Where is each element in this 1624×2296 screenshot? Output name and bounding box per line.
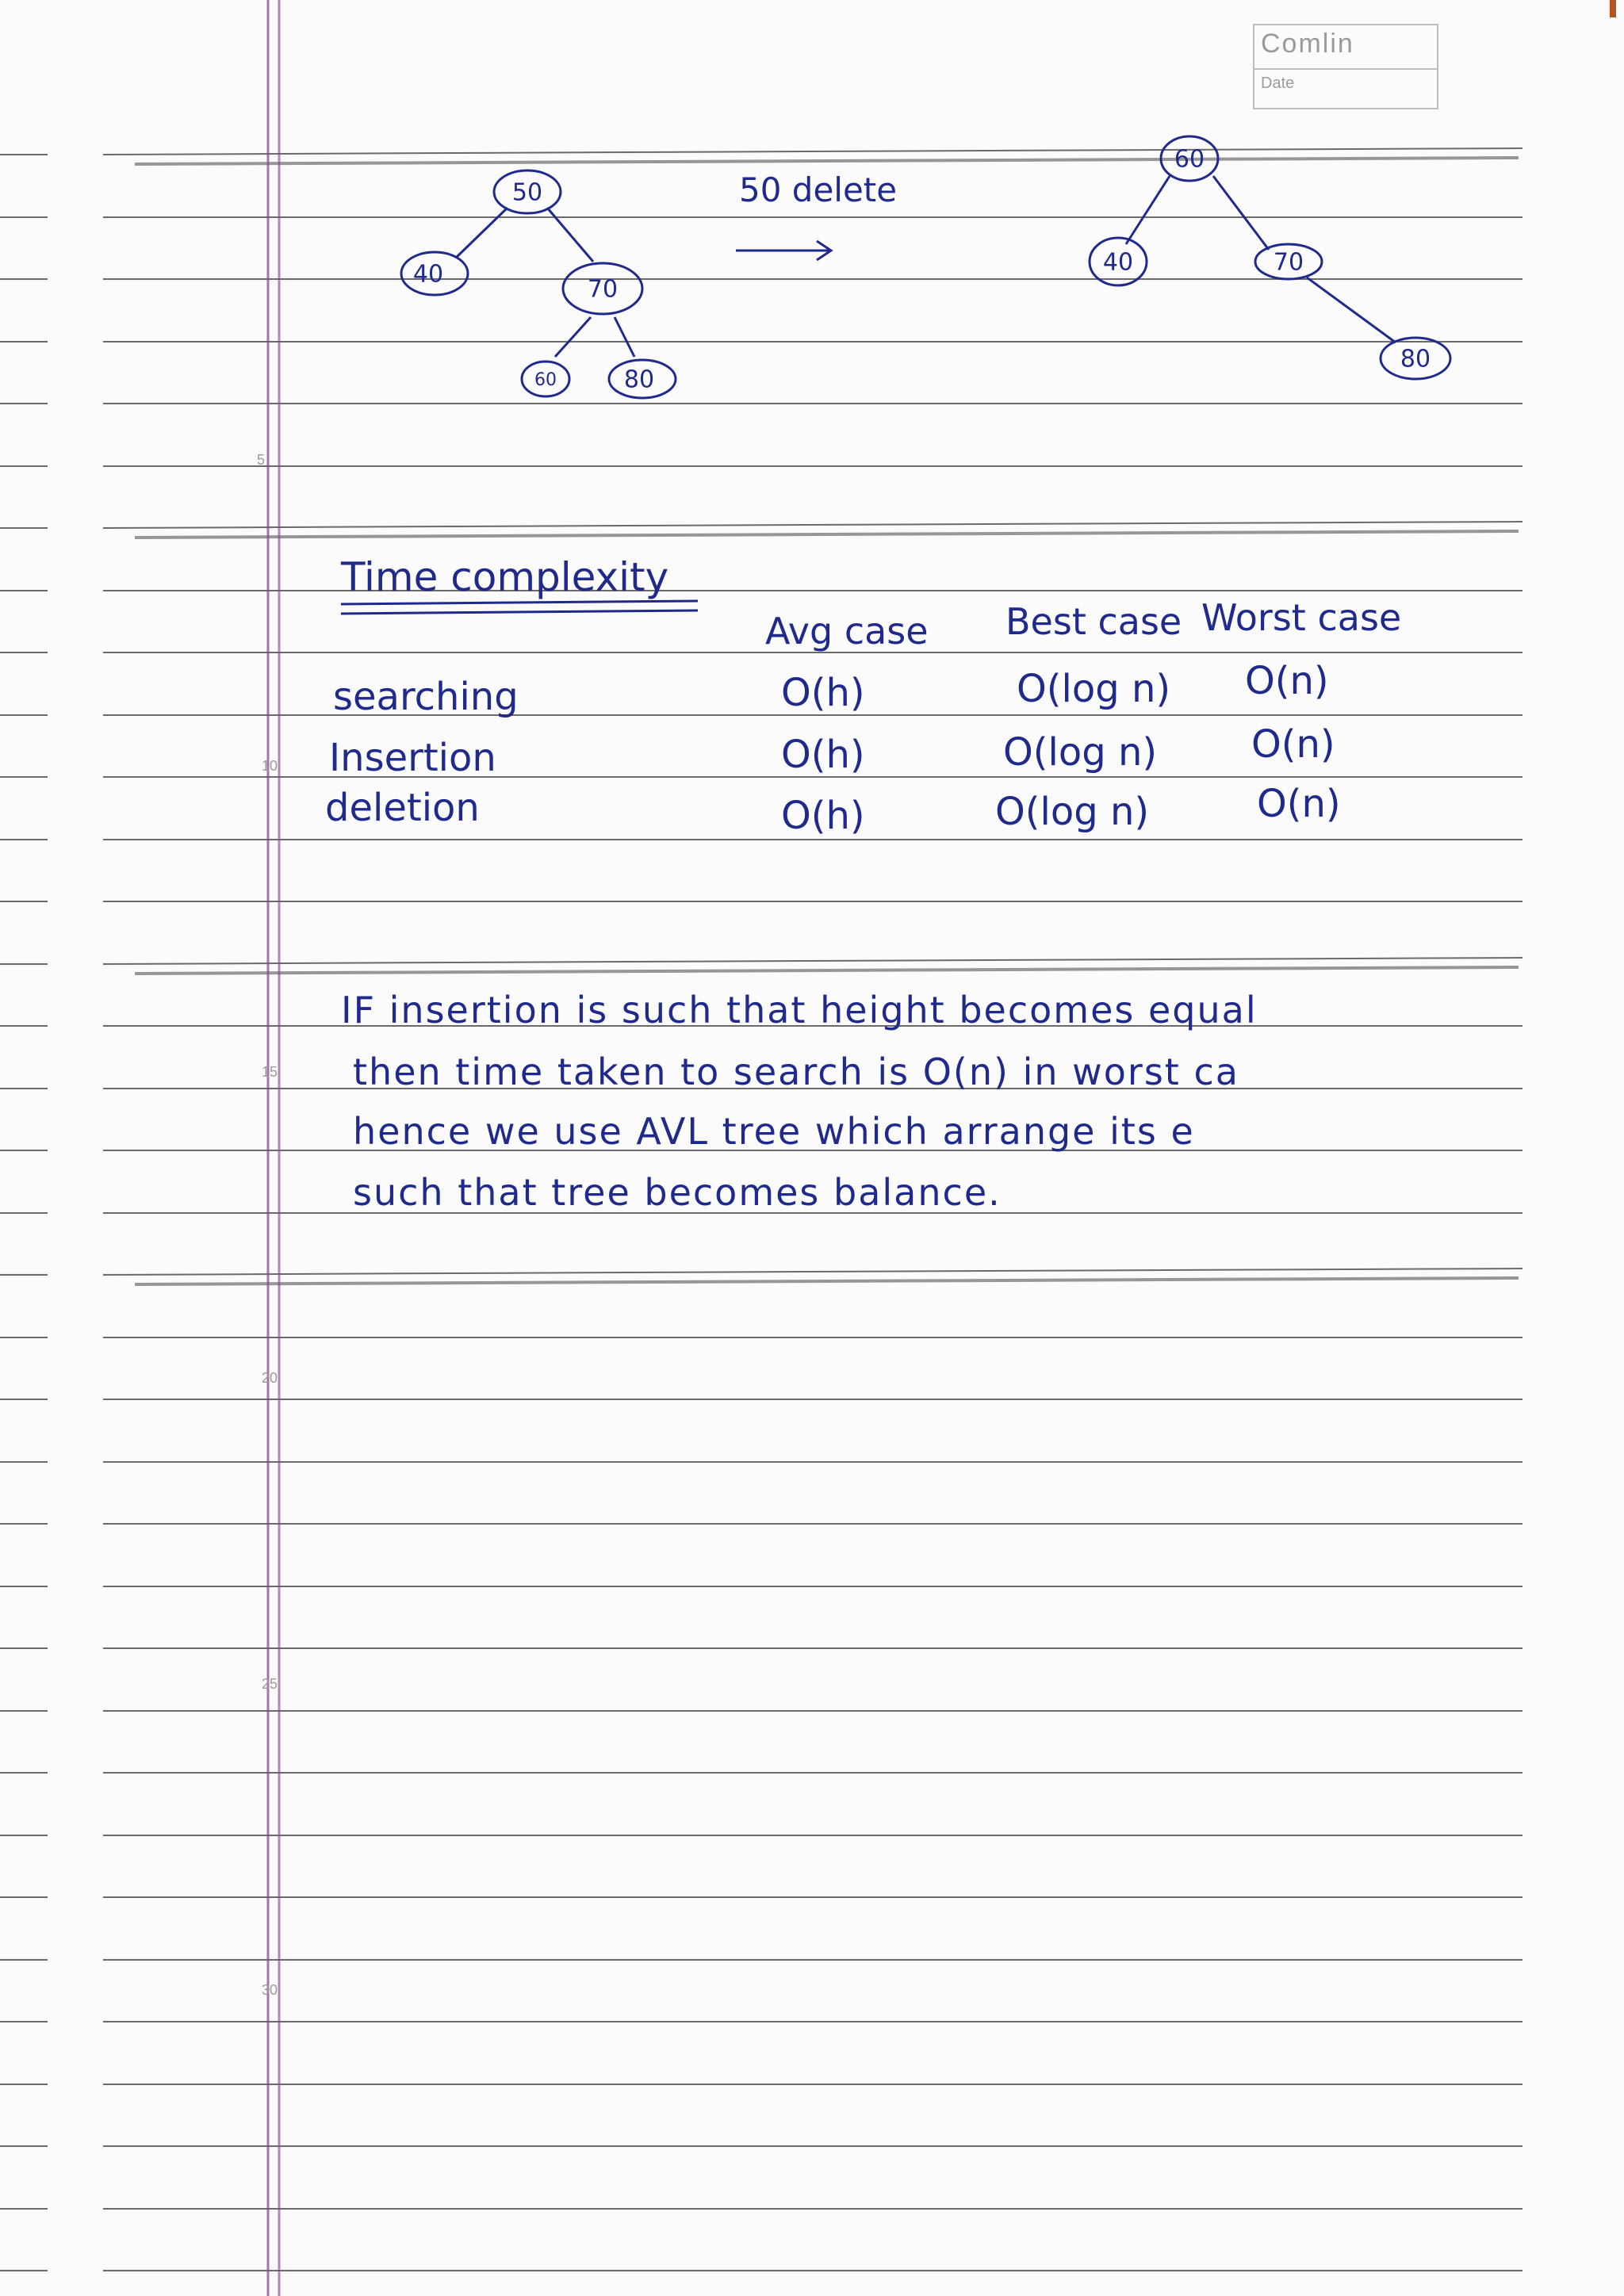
cell-worst: O(n) (1251, 722, 1335, 767)
node-label: 70 (1273, 248, 1304, 277)
column-header: Avg case (765, 610, 929, 652)
note-line: such that tree becomes balance. (353, 1171, 1002, 1214)
bst-after (1090, 136, 1450, 379)
note-line: then time taken to search is O(n) in worst ca (353, 1050, 1239, 1093)
bst-before (401, 170, 676, 398)
margin-number: 25 (261, 1676, 278, 1692)
delete-operation (736, 170, 897, 260)
node-label: 40 (1102, 248, 1134, 277)
node-label: 50 (511, 178, 543, 207)
margin-number: 15 (261, 1064, 278, 1080)
tree-edge (1213, 176, 1269, 250)
cell-avg: O(h) (781, 733, 865, 777)
row-operation: deletion (325, 786, 480, 830)
margin-number: 10 (261, 758, 278, 774)
column-header: Worst case (1201, 596, 1402, 639)
margin-number: 5 (256, 452, 265, 468)
node-label: 80 (623, 365, 655, 394)
tree-edge (547, 208, 593, 262)
cell-best: O(log n) (1017, 667, 1171, 711)
tree-edge (615, 317, 634, 357)
title-underline (341, 601, 698, 604)
margin-number: 20 (261, 1370, 278, 1386)
node-label: 70 (587, 275, 619, 304)
tree-edge (456, 208, 508, 258)
cell-best: O(log n) (995, 790, 1150, 834)
margin-number: 30 (261, 1982, 278, 1998)
avl-note (341, 989, 1258, 1214)
brand-name: Comlin (1261, 29, 1354, 59)
complexity-section (325, 554, 1401, 838)
node-label: 80 (1400, 345, 1431, 373)
tree-edge (555, 317, 591, 357)
node-label: 40 (412, 260, 444, 289)
date-label: Date (1261, 75, 1295, 92)
cell-avg: O(h) (781, 671, 865, 715)
note-line: IF insertion is such that height becomes equal (341, 989, 1258, 1031)
operation-label: 50 delete (739, 170, 898, 209)
title-underline (341, 610, 698, 614)
node-label: 60 (534, 370, 557, 390)
column-header: Best case (1005, 600, 1182, 643)
section-title: Time complexity (341, 554, 669, 600)
note-line: hence we use AVL tree which arrange its e (353, 1110, 1195, 1153)
row-operation: searching (333, 675, 519, 719)
row-operation: Insertion (329, 736, 496, 780)
cell-worst: O(n) (1257, 782, 1341, 826)
cell-avg: O(h) (781, 794, 865, 838)
tree-edge (1126, 176, 1170, 244)
tree-edge (1307, 277, 1396, 342)
cell-best: O(log n) (1003, 730, 1158, 775)
cell-worst: O(n) (1245, 659, 1329, 703)
node-label: 60 (1174, 145, 1205, 174)
